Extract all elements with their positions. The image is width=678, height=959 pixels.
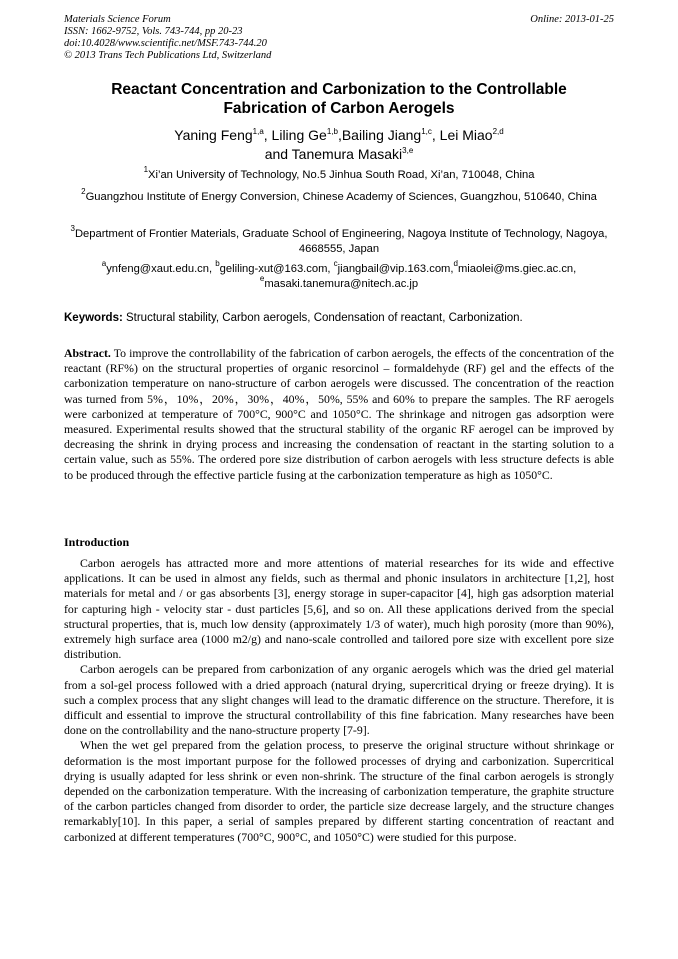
- keywords-label: Keywords:: [64, 312, 123, 324]
- author-emails: [64, 259, 614, 292]
- author-name: and Tanemura Masaki: [264, 146, 403, 162]
- email-link[interactable]: miaolei@ms.giec.ac.cn,: [457, 263, 577, 275]
- email-link[interactable]: ynfeng@xaut.edu.cn,: [106, 263, 216, 275]
- section-heading-introduction: Introduction: [64, 535, 130, 549]
- paragraph: When the wet gel prepared from the gelation process, to preserve the original structure without shrinkage or deformation is the most important purpose for the followed processes of drying and carbonization. Supercritical drying is usually adapted for less shrink or even non-shrink. The structure of the final carbon aerogels is strongly depended on the carbonization temperature. With the increasing of carbonization temperature, the graphite structure of the carbon particles changed from disorder to order, the particle size decrease largely, and the structure changes remarkably[10]. In this paper, a serial of samples prepared by different starting concentration of reactant and carbonized at different temperatures (700°C, 900°C, and 1050°C) were studied for this purpose.: [64, 738, 614, 844]
- author-sup: 3,e: [402, 146, 414, 155]
- affiliation-1: [64, 165, 614, 183]
- email-sup: b: [215, 259, 220, 268]
- copyright-line: © 2013 Trans Tech Publications Ltd, Switzerland: [64, 50, 272, 61]
- author-separator: ,: [263, 127, 272, 143]
- title-line-1: Reactant Concentration and Carbonization to the Controllable: [111, 81, 567, 98]
- email-link[interactable]: jiangbail@vip.163.com,: [337, 263, 454, 275]
- author-separator: ,: [431, 127, 440, 143]
- affiliation-3: [64, 224, 614, 257]
- affiliation-sup: 3: [70, 224, 75, 233]
- author-separator: ,: [337, 127, 342, 143]
- affiliation-text: Department of Frontier Materials, Graduate School of Engineering, Nagoya Institute of Technology, Nagoya, 4668555, Japan: [74, 228, 608, 255]
- email-link[interactable]: masaki.tanemura@nitech.ac.jp: [264, 278, 419, 290]
- keywords-text: Structural stability, Carbon aerogels, Condensation of reactant, Carbonization.: [122, 312, 523, 324]
- journal-name: Materials Science Forum: [64, 14, 171, 25]
- issn-line: ISSN: 1662-9752, Vols. 743-744, pp 20-23: [64, 26, 243, 37]
- page-header: [64, 14, 614, 62]
- paragraph: Carbon aerogels can be prepared from carbonization of any organic aerogels which was the dried gel material from a sol-gel process followed with a dried approach (natural drying, supercritical drying or freeze drying). It is such a complex process that any slight changes will lead to the dramatic difference on the structure. Therefore, it is difficult and essential to improve the structural controllability of this fine fabrication. Many researches have been done on the controllability and the nano-structure property [7-9].: [64, 662, 614, 738]
- author-name: Liling Ge: [271, 127, 327, 143]
- author-sup: 1,a: [252, 127, 264, 136]
- author-list: [64, 126, 614, 164]
- keywords: [64, 311, 614, 325]
- doi-line: doi:10.4028/www.scientific.net/MSF.743-744.20: [64, 38, 267, 49]
- email-sup: a: [101, 259, 107, 268]
- affiliation-sup: 2: [81, 187, 86, 196]
- author-sup: 1,b: [326, 127, 338, 136]
- abstract: [64, 346, 614, 483]
- author-name: Lei Miao: [439, 127, 493, 143]
- affiliation-text: Xi’an University of Technology, No.5 Jinhua South Road, Xi’an, 710048, China: [148, 169, 535, 181]
- email-link[interactable]: geliling-xut@163.com,: [219, 263, 334, 275]
- abstract-label: Abstract.: [64, 346, 111, 360]
- online-date: Online: 2013-01-25: [530, 14, 614, 25]
- abstract-text: To improve the controllability of the fabrication of carbon aerogels, the effects of the concentration of the reactant (RF%) on the structural properties of organic resorcinol – formaldehyde (RF) gel and the effects of the carbonization temperature on nano-structure of carbon aerogels were discussed. The concentration of the reaction was turned from 5%，10%，20%，30%，40%，50%, 55% and 60% to prepare the samples. The RF aerogels were carbonized at temperature of 700°C, 900°C and 1050°C. The shrinkage and nitrogen gas adsorption were measured. Experimental results showed that the structural stability of the organic RF aerogel can be improved by decreasing the shrink in drying process and increasing the condensation of reactant in the starting solution to a certain value, such as 55%. The ordered pore size distribution of carbon aerogels with less structure defects is able to be produced through the effective particle fusing at the carbonization temperature as high as 1050°C.: [64, 346, 614, 482]
- author-name: Bailing Jiang: [341, 127, 422, 143]
- introduction-body: [64, 556, 614, 845]
- title-line-2: Fabrication of Carbon Aerogels: [223, 100, 455, 117]
- author-line-2: [64, 145, 614, 164]
- paragraph: Carbon aerogels has attracted more and more attentions of material researches for its wide and effective applications. It can be used in almost any fields, such as thermal and phonic insulators in architecture [1,2], host materials for metal and / or gas absorbents [3], energy storage in super-capacitor [4], high gas adsorption material for capturing high - velocity star - dust particles [5,6], and so on. All these applications derived from the special structural properties, that is, much low density (approximately 1/3 of water), much high porosity (more than 90%), extremely high surface area (1000 m2/g) and nano-scale controlled and tailored pore size with excellent pore size distribution.: [64, 556, 614, 662]
- affiliation-text: Guangzhou Institute of Energy Conversion, Chinese Academy of Sciences, Guangzhou, 510640, China: [85, 191, 597, 203]
- paper-title: [64, 80, 614, 118]
- email-sup: c: [333, 259, 338, 268]
- affiliation-sup: 1: [143, 165, 149, 174]
- email-sup: d: [453, 259, 458, 268]
- email-sup: e: [259, 274, 265, 283]
- author-sup: 1,c: [421, 127, 432, 136]
- affiliation-2: [64, 187, 614, 205]
- author-name: Yaning Feng: [174, 127, 253, 143]
- author-sup: 2,d: [492, 127, 504, 136]
- author-line-1: [64, 126, 614, 145]
